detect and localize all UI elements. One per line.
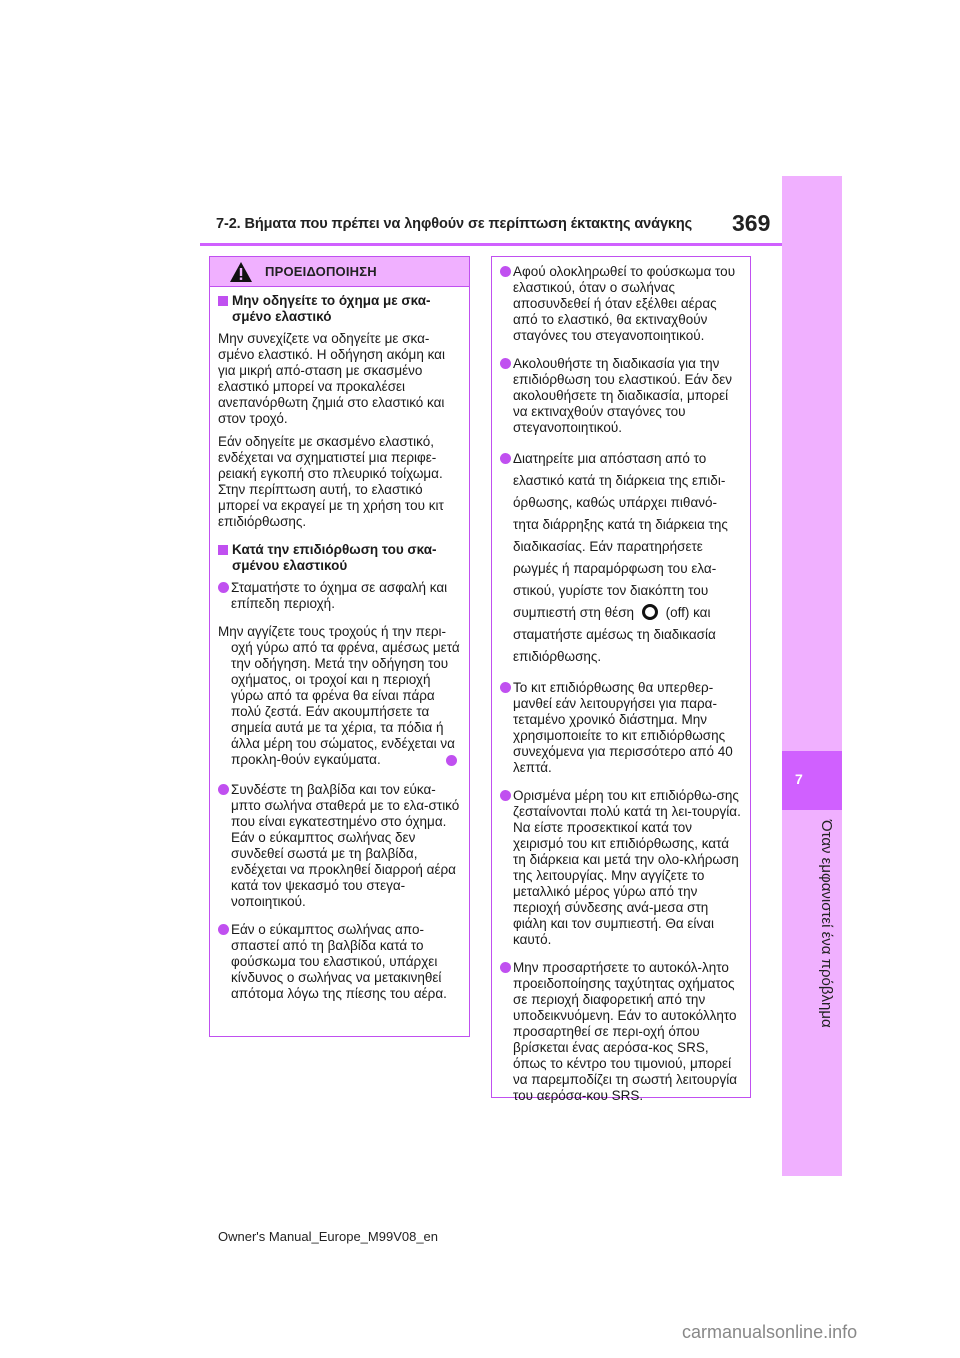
chapter-tab[interactable] bbox=[782, 751, 842, 810]
list-item: Ορισμένα μέρη του κιτ επιδιόρθω-σης ζεσταίνονται πολύ κατά τη λει-τουργία. Να είστε προσεκτικοί κατά τον χειρισμό του κιτ επιδιόρθωσης, κατά τη διάρκεια και μετά την ολο-κλήρωση της λειτουργίας. Μην αγγίζετε το μεταλλικό μέρος γύρω από την περιοχή σύνδεσης ανά-μεσα στη φιάλη και τον συμπιεστή. Θα είναι καυτό. bbox=[500, 788, 742, 948]
circle-bullet-icon bbox=[218, 582, 229, 593]
chapter-title: Όταν εμφανιστεί ένα πρόβλημα bbox=[818, 820, 835, 1028]
warning-triangle-icon bbox=[230, 262, 252, 282]
page-number: 369 bbox=[732, 210, 771, 236]
circle-bullet-icon bbox=[500, 266, 511, 277]
circle-bullet-icon bbox=[500, 682, 511, 693]
circle-bullet-icon bbox=[218, 784, 229, 795]
list-item: Διατηρείτε μια απόσταση από το ελαστικό κατά τη διάρκεια της επιδι-όρθωσης, καθώς υπάρχει πιθανό-τητα διάρρηξης κατά τη διάρκεια της διαδικασίας. Εάν παρατηρήσετε ρωγμές ή παραμόρφωση του ελα-στικού, γυρίστε τον διακόπτη του συμπιεστή στη θέση (off) και σταματήστε αμέσως τη διαδικασία επιδιόρθωσης. bbox=[500, 448, 742, 668]
section-heading: Κατά την επιδιόρθωση του σκα-σμένου ελαστικού bbox=[218, 542, 461, 574]
circle-bullet-icon bbox=[218, 924, 229, 935]
list-item: Το κιτ επιδιόρθωσης θα υπερθερ-μανθεί εάν λειτουργήσει για παρα-τεταμένο χρονικό διάστημα. Μην χρησιμοποιείτε το κιτ επιδιόρθωσης συνεχόμενα για περισσότερο από 40 λεπτά. bbox=[500, 680, 742, 776]
section-title: 7-2. Βήματα που πρέπει να ληφθούν σε περίπτωση έκτακτης ανάγκης bbox=[216, 216, 693, 232]
warning-header bbox=[210, 257, 469, 287]
square-bullet-icon bbox=[218, 545, 228, 555]
list-item: Εάν ο εύκαμπτος σωλήνας απο-σπαστεί από τη βαλβίδα κατά το φούσκωμα του ελαστικού, υπάρχει κίνδυνος ο σωλήνας να μετακινηθεί απότομα λόγω της πίεσης του αέρα. bbox=[218, 922, 461, 1002]
paragraph: Μην συνεχίζετε να οδηγείτε με σκα-σμένο ελαστικό. Η οδήγηση ακόμη και για μικρή από-σταση με σκασμένο ελαστικό μπορεί να προκαλέσει ανεπανόρθωτη ζημιά στο ελαστικό και στον τροχό. bbox=[218, 331, 445, 426]
chapter-number: 7 bbox=[795, 771, 803, 787]
header-divider bbox=[200, 243, 782, 246]
circle-bullet-icon bbox=[500, 790, 511, 801]
paragraph: Εάν οδηγείτε με σκασμένο ελαστικό, ενδέχεται να σχηματιστεί μια περιφε-ρειακή εγκοπή στο πλευρικό τοίχωμα. Στην περίπτωση αυτή, το ελαστικό μπορεί να εκραγεί με τη χρήση του κιτ επιδιόρθωσης. bbox=[218, 434, 444, 529]
circle-bullet-icon bbox=[500, 453, 511, 464]
square-bullet-icon bbox=[218, 296, 228, 306]
list-item: Αφού ολοκληρωθεί το φούσκωμα του ελαστικού, όταν ο σωλήνας αποσυνδεθεί ή όταν εξέλθει αέρας από το ελαστικό, θα εκτιναχθούν σταγόνες του στεγανοποιητικού. bbox=[500, 264, 742, 344]
list-item: Σταματήστε το όχημα σε ασφαλή και επίπεδη περιοχή. bbox=[218, 580, 461, 612]
list-item: Συνδέστε τη βαλβίδα και τον εύκα-μπτο σωλήνα σταθερά με το ελα-στικό που είναι εγκατεστημένο στο όχημα. Εάν ο εύκαμπτος σωλήνας δεν συνδεθεί σωστά με τη βαλβίδα, ενδέχεται να προκληθεί διαρροή αέρα κατά τον ψεκασμό του στεγα-νοποιητικού. bbox=[218, 782, 461, 910]
continue-marker-icon bbox=[446, 755, 457, 766]
off-circle-icon bbox=[642, 604, 658, 620]
section-heading: Μην οδηγείτε το όχημα με σκα-σμένο ελαστικό bbox=[218, 293, 461, 325]
continued-note: Μην αγγίζετε τους τροχούς ή την περι-οχή γύρω από τα φρένα, αμέσως μετά την οδήγηση. Μετά την οδήγηση του οχήματος, οι τροχοί και η περιοχή γύρω από τα φρένα θα είναι πάρα πολύ ζεστά. Εάν ακουμπήσετε τα σημεία αυτά με τα χέρια, τα πόδια ή άλλα μέρη του σώματος, ενδέχεται να προκλη-θούν εγκαύματα. bbox=[218, 624, 460, 767]
warning-box-left bbox=[209, 256, 470, 1037]
warning-box-right bbox=[491, 256, 751, 1103]
warning-label: ΠΡΟΕΙΔΟΠΟΙΗΣΗ bbox=[265, 264, 377, 279]
list-item: Μην προσαρτήσετε το αυτοκόλ-λητο προειδοποίησης ταχύτητας οχήματος σε περιοχή διαφορετική από την υποδεικνυόμενη. Εάν το αυτοκόλλητο προσαρτηθεί σε περι-οχή όπου βρίσκεται ένας αερόσα-κος SRS, όπως το κέντρο του τιμονιού, μπορεί να παρεμποδίζει τη σωστή λειτουργία του αερόσα-κου SRS. bbox=[500, 960, 742, 1104]
document-id: Owner's Manual_Europe_M99V08_en bbox=[218, 1229, 439, 1244]
circle-bullet-icon bbox=[500, 962, 511, 973]
list-item: Ακολουθήστε τη διαδικασία για την επιδιόρθωση του ελαστικού. Εάν δεν ακολουθήσετε τη διαδικασία, μπορεί να εκτιναχθούν σταγόνες του στεγανοποιητικού. bbox=[500, 356, 742, 436]
watermark-link[interactable]: carmanualsonline.info bbox=[682, 1322, 858, 1342]
circle-bullet-icon bbox=[500, 358, 511, 369]
